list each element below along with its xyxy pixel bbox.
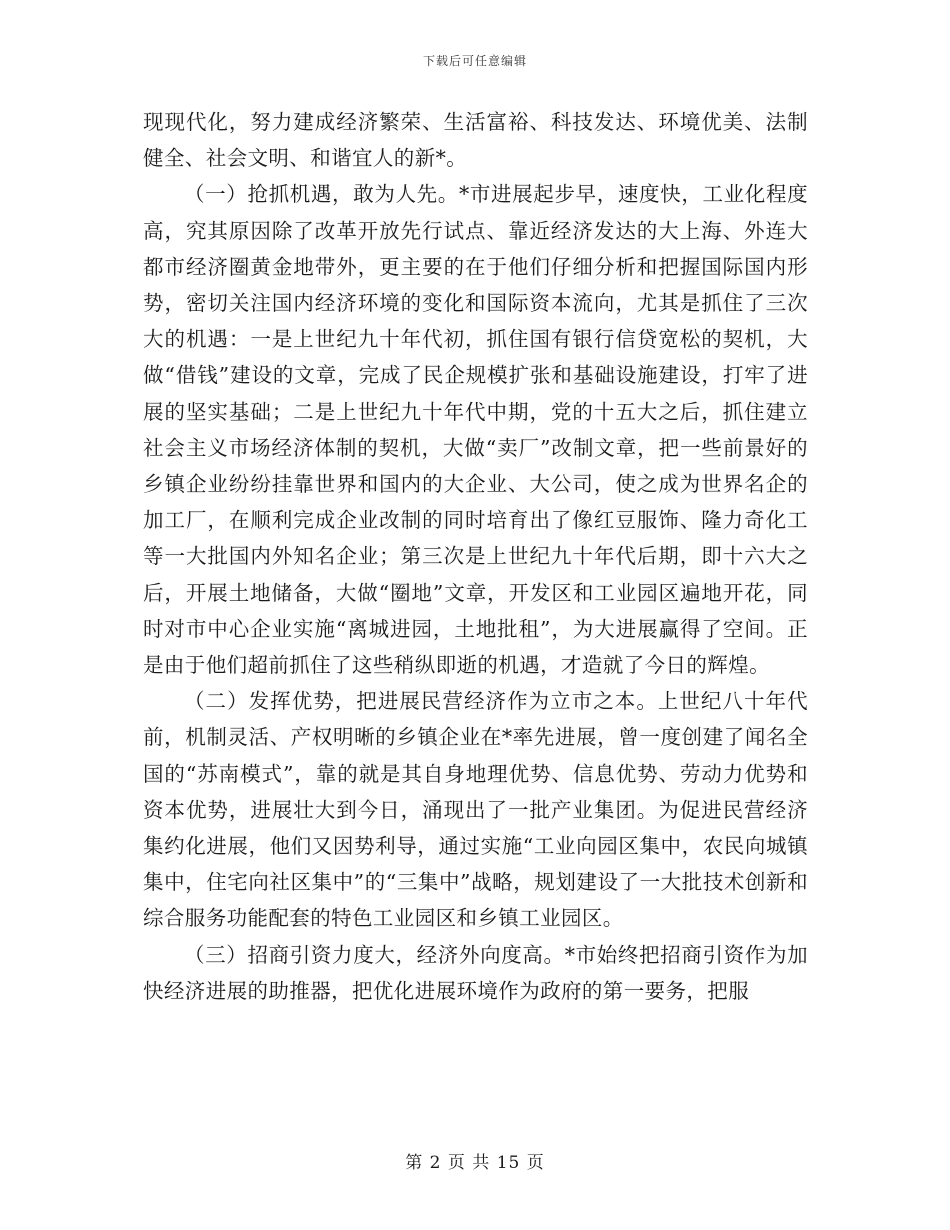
paragraph-continuation: 现现代化，努力建成经济繁荣、生活富裕、科技发达、环境优美、法制健全、社会文明、和谐宜人的新*。	[143, 110, 808, 171]
page-header: 下载后可任意编辑	[422, 54, 527, 68]
document-body	[143, 104, 808, 1009]
paragraph-section-3: （三）招商引资力度大，经济外向度高。*市始终把招商引资作为加快经济进展的助推器，把优化进展环境作为政府的第一要务，把服	[143, 942, 808, 1003]
paragraph-section-1: （一）抢抓机遇，敢为人先。*市进展起步早，速度快，工业化程度高，究其原因除了改革开放先行试点、靠近经济发达的大上海、外连大都市经济圈黄金地带外，更主要的在于他们仔细分析和把握国际国内形势，密切关注国内经济环境的变化和国际资本流向，尤其是抓住了三次大的机遇：一是上世纪九十年代初，抓住国有银行信贷宽松的契机，大做“借钱”建设的文章，完成了民企规模扩张和基础设施建设，打牢了进展的坚实基础；二是上世纪九十年代中期，党的十五大之后，抓住建立社会主义市场经济体制的契机，大做“卖厂”改制文章，把一些前景好的乡镇企业纷纷挂靠世界和国内的大企业、大公司，使之成为世界名企的加工厂，在顺利完成企业改制的同时培育出了像红豆服饰、隆力奇化工等一大批国内外知名企业；第三次是上世纪九十年代后期，即十六大之后，开展土地储备，大做“圈地”文章，开发区和工业园区遍地开花，同时对市中心企业实施“离城进园，土地批租”，为大进展赢得了空间。正是由于他们超前抓住了这些稍纵即逝的机遇，才造就了今日的辉煌。	[143, 182, 808, 678]
page-footer: 第 2 页 共 15 页	[405, 1153, 545, 1173]
paragraph-section-2: （二）发挥优势，把进展民营经济作为立市之本。上世纪八十年代前，机制灵活、产权明晰的乡镇企业在*率先进展，曾一度创建了闻名全国的“苏南模式”，靠的就是其自身地理优势、信息优势、劳动力优势和资本优势，进展壮大到今日，涌现出了一批产业集团。为促进民营经济集约化进展，他们又因势利导，通过实施“工业向园区集中，农民向城镇集中，住宅向社区集中”的“三集中”战略，规划建设了一大批技术创新和综合服务功能配套的特色工业园区和乡镇工业园区。	[143, 689, 808, 931]
